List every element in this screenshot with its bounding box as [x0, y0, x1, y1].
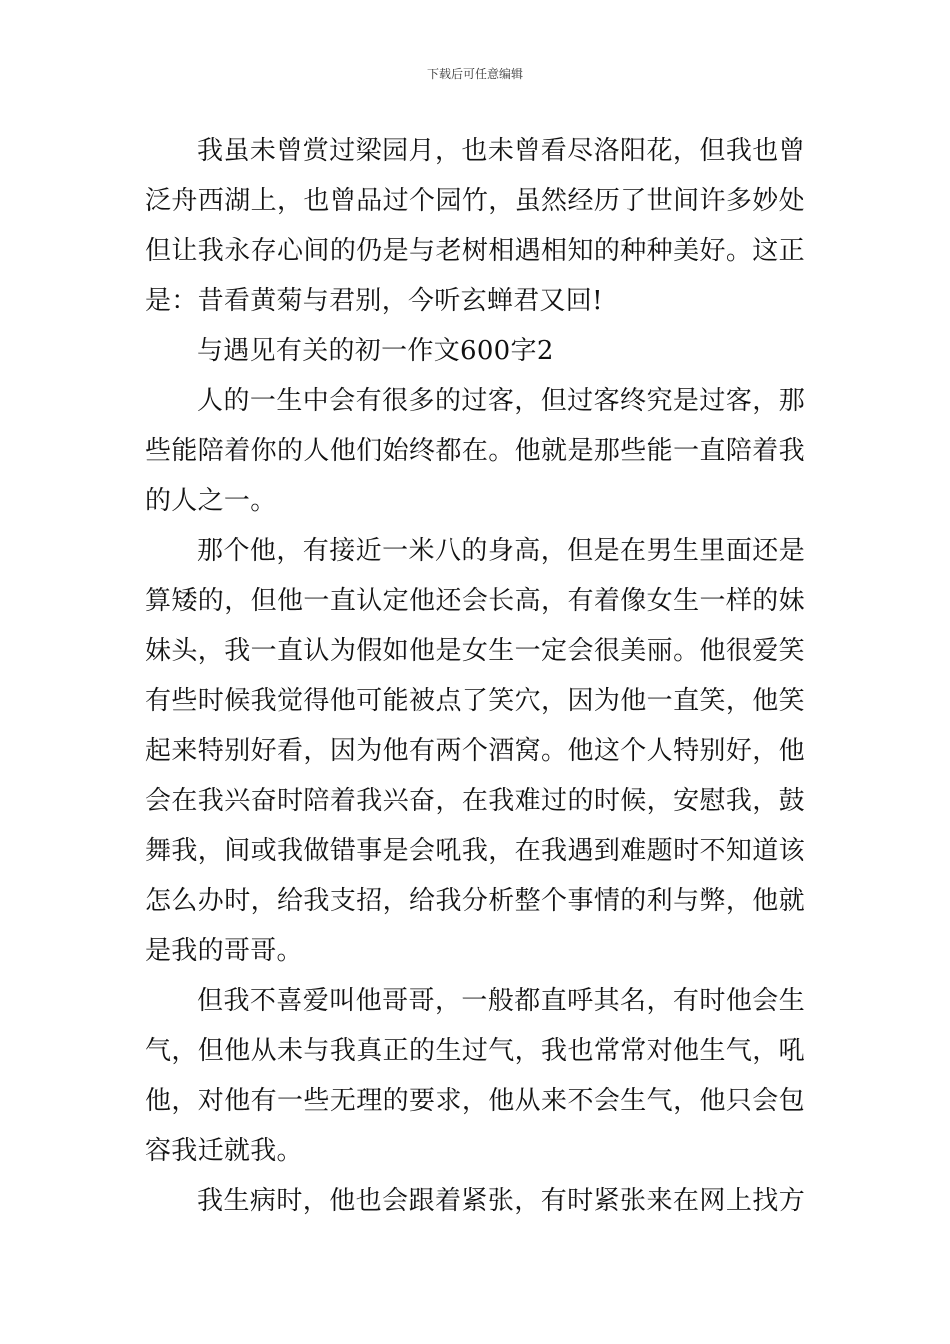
text-line: 人的一生中会有很多的过客，但过客终究是过客，那 — [197, 386, 805, 416]
text-line: 舞我，间或我做错事是会吼我，在我遇到难题时不知道该 — [145, 836, 805, 866]
text-line: 妹头，我一直认为假如他是女生一定会很美丽。他很爱笑 — [145, 636, 805, 666]
text-line: 但我不喜爱叫他哥哥，一般都直呼其名，有时他会生 — [197, 986, 805, 1016]
text-line: 是我的哥哥。 — [145, 936, 303, 966]
text-line: 他，对他有一些无理的要求，他从来不会生气，他只会包 — [145, 1086, 805, 1116]
text-line: 会在我兴奋时陪着我兴奋，在我难过的时候，安慰我，鼓 — [145, 786, 805, 816]
text-line: 怎么办时，给我支招，给我分析整个事情的利与弊，他就 — [145, 886, 805, 916]
text-line: 的人之一。 — [145, 486, 277, 516]
text-line: 有些时候我觉得他可能被点了笑穴，因为他一直笑，他笑 — [145, 686, 805, 716]
text-line: 算矮的，但他一直认定他还会长高，有着像女生一样的妹 — [145, 586, 805, 616]
text-line: 那个他，有接近一米八的身高，但是在男生里面还是 — [197, 536, 805, 566]
article-body — [145, 126, 805, 1226]
page-header: 下载后可任意编辑 — [426, 67, 523, 81]
text-line: 起来特别好看，因为他有两个酒窝。他这个人特别好，他 — [145, 736, 805, 766]
text-line: 些能陪着你的人他们始终都在。他就是那些能一直陪着我 — [145, 436, 805, 466]
text-line: 我虽未曾赏过梁园月，也未曾看尽洛阳花，但我也曾 — [197, 136, 805, 166]
text-line: 是：昔看黄菊与君别，今听玄蝉君又回! — [145, 286, 603, 316]
text-line: 我生病时，他也会跟着紧张，有时紧张来在网上找方 — [197, 1186, 805, 1216]
text-line: 但让我永存心间的仍是与老树相遇相知的种种美好。这正 — [145, 236, 805, 266]
text-line: 容我迁就我。 — [145, 1136, 303, 1166]
text-line: 泛舟西湖上，也曾品过个园竹，虽然经历了世间许多妙处 — [145, 186, 805, 216]
section-heading: 与遇见有关的初一作文600字2 — [197, 336, 554, 366]
text-line: 气，但他从未与我真正的生过气，我也常常对他生气，吼 — [145, 1036, 805, 1066]
